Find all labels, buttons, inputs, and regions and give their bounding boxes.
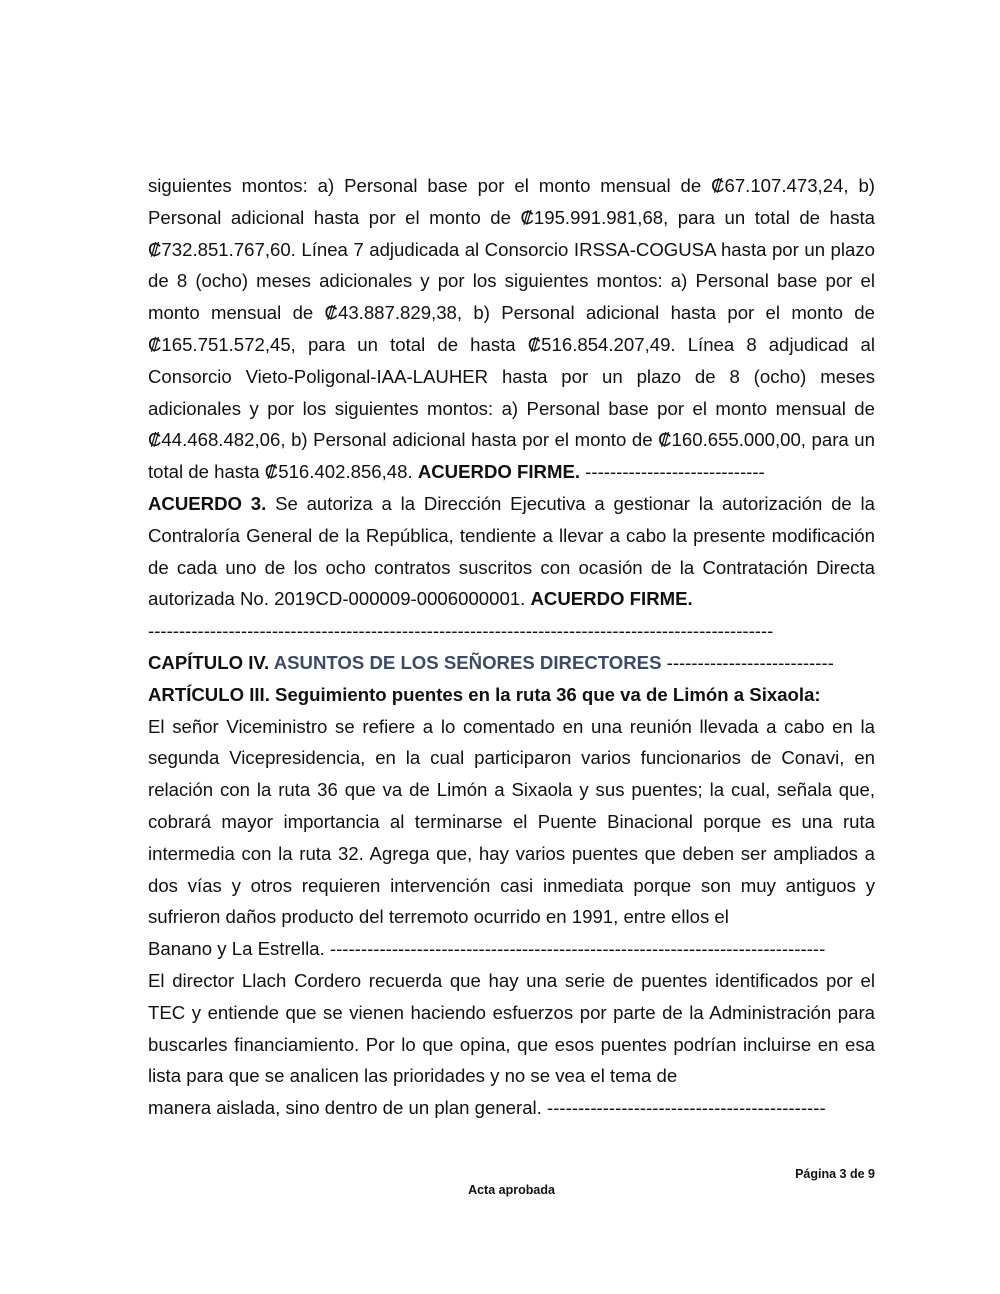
paragraph-amounts: [148, 170, 875, 488]
separator-dashes: -----------------------------------------------------------------------------------------------------: [148, 620, 774, 642]
document-body: [148, 170, 875, 1124]
llach-cordero-text: El director Llach Cordero recuerda que hay una serie de puentes identificados por el TEC y entiende que se vienen haciendo esfuerzos por parte de la Administración para buscarles financiamiento. Por lo que opina, que esos puentes podrían incluirse en esa lista para que se analicen las prioridades y no se vea el tema de: [148, 969, 875, 1087]
llach-cordero-text-end: manera aislada, sino dentro de un plan general. ---------------------------------------------: [148, 1097, 826, 1119]
article-heading-text: ARTÍCULO III. Seguimiento puentes en la ruta 36 que va de Limón a Sixaola:: [148, 683, 821, 705]
chapter-label: CAPÍTULO IV.: [148, 651, 270, 673]
document-status: Acta aprobada: [468, 1183, 555, 1197]
viceministro-text-end: Banano y La Estrella. --------------------------------------------------------------------------------: [148, 938, 826, 960]
paragraph-viceministro-end: [148, 933, 875, 965]
amounts-text: siguientes montos: a) Personal base por el monto mensual de ₡67.107.473,24, b) Personal adicional hasta por el monto de ₡195.991.981,68, para un total de hasta ₡732.851.767,60. Línea 7 adjudicada al Consorcio IRSSA-COGUSA hasta por un plazo de 8 (ocho) meses adicionales y por los siguientes montos: a) Personal base por el monto mensual de ₡43.887.829,38, b) Personal adicional hasta por el monto de ₡165.751.572,45, para un total de hasta ₡516.854.207,49. Línea 8 adjudicad al Consorcio Vieto-Poligonal-IAA-LAUHER hasta por un plazo de 8 (ocho) meses adicionales y por los siguientes montos: a) Personal base por el monto mensual de ₡44.468.482,06, b) Personal adicional hasta por el monto de ₡160.655.000,00, para un total de hasta ₡516.402.856,48.: [148, 175, 875, 483]
separator-line: [148, 615, 875, 647]
acuerdo-firme-label: ACUERDO FIRME.: [530, 588, 693, 610]
paragraph-llach-cordero: [148, 965, 875, 1092]
paragraph-llach-cordero-end: [148, 1092, 875, 1124]
paragraph-acuerdo-3: [148, 488, 875, 615]
acuerdo-firme-label: ACUERDO FIRME.: [417, 461, 581, 483]
chapter-heading: [148, 647, 875, 679]
acuerdo-3-text: Se autoriza a la Dirección Ejecutiva a gestionar la autorización de la Contraloría General de la República, tendiente a llevar a cabo la presente modificación de cada uno de los ocho contratos suscritos con ocasión de la Contratación Directa autorizada No. 2019CD-000009-0006000001.: [148, 492, 875, 610]
paragraph-viceministro: [148, 711, 875, 934]
separator-dashes: -----------------------------: [580, 461, 765, 483]
chapter-title: ASUNTOS DE LOS SEÑORES DIRECTORES: [269, 651, 662, 673]
article-heading: [148, 679, 875, 711]
acuerdo-3-label: ACUERDO 3.: [148, 492, 267, 514]
viceministro-text: El señor Viceministro se refiere a lo comentado en una reunión llevada a cabo en la segunda Vicepresidencia, en la cual participaron varios funcionarios de Conavi, en relación con la ruta 36 que va de Limón a Sixaola y sus puentes; la cual, señala que, cobrará mayor importancia al terminarse el Puente Binacional porque es una ruta intermedia con la ruta 32. Agrega que, hay varios puentes que deben ser ampliados a dos vías y otros requieren intervención casi inmediata porque son muy antiguos y sufrieron daños producto del terremoto ocurrido en 1991, entre ellos el: [148, 715, 875, 928]
separator-dashes: ---------------------------: [661, 651, 834, 673]
page-number: Página 3 de 9: [795, 1167, 875, 1181]
